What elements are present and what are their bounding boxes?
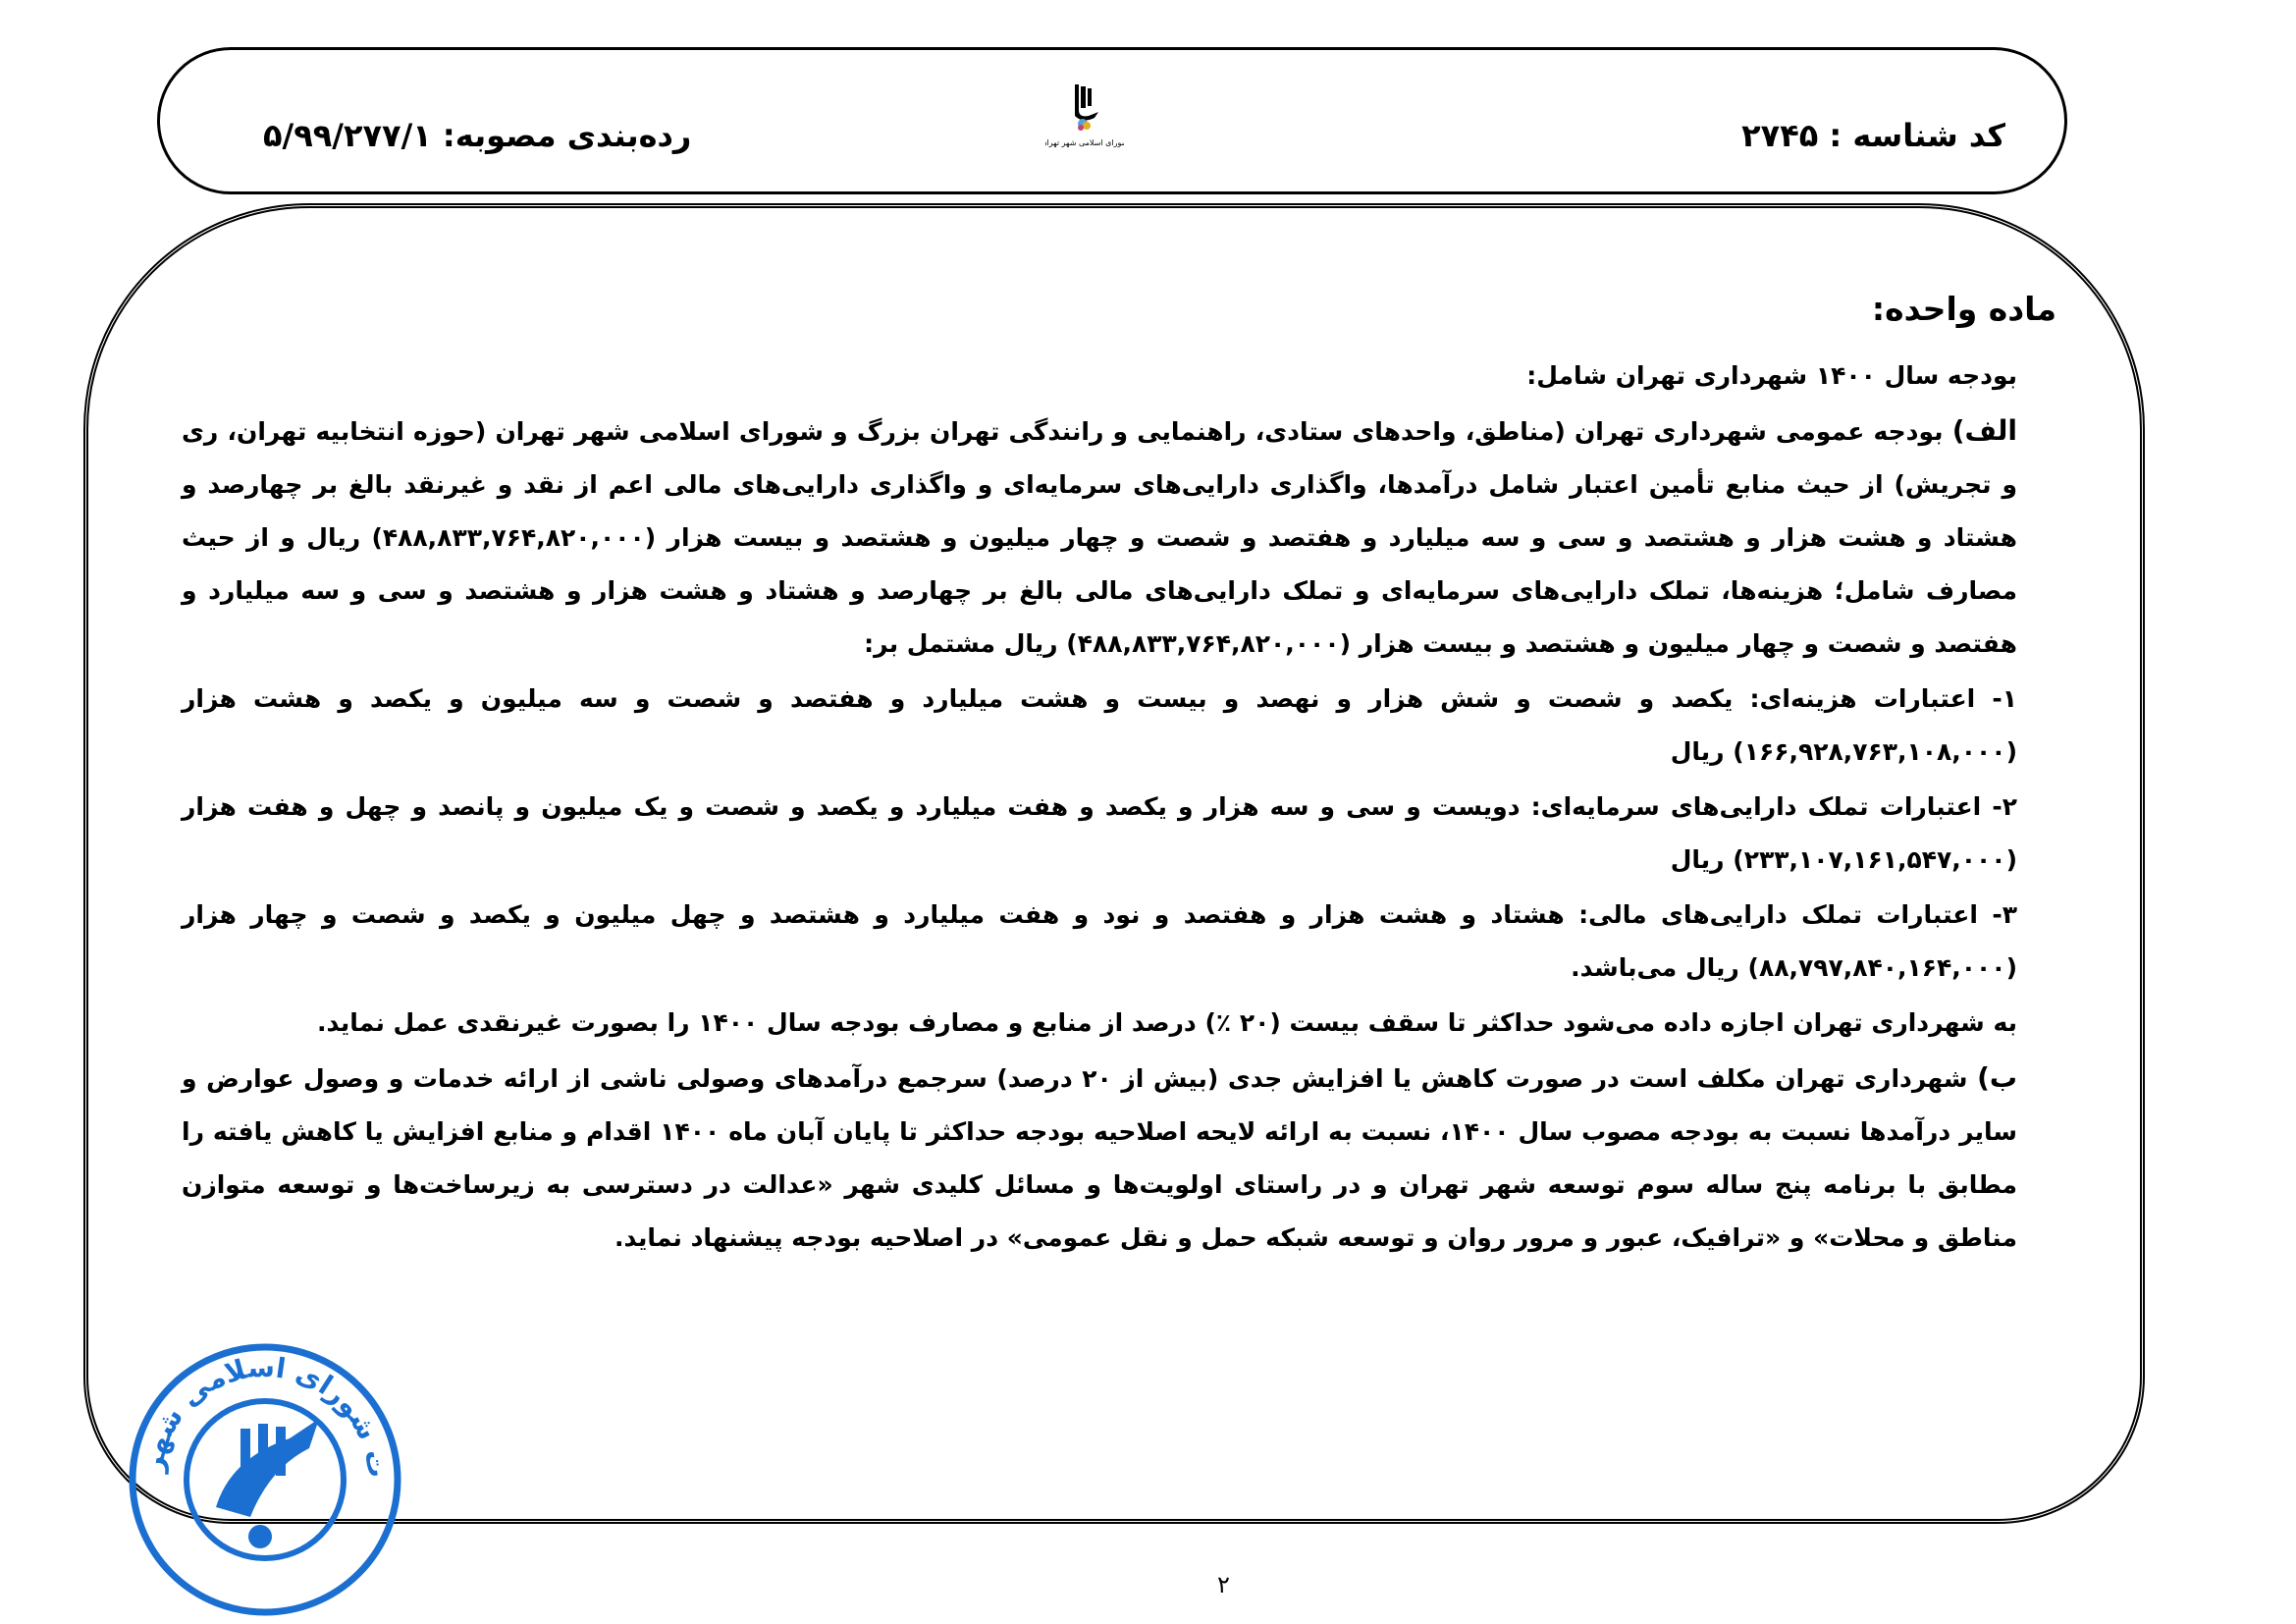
code-label: کد شناسه : ۲۷۴۵ xyxy=(1741,117,2005,154)
clause-be-label: ب) xyxy=(1977,1061,2018,1094)
council-logo-icon xyxy=(1045,81,1124,149)
item-3: ۳- اعتبارات تملک دارایی‌های مالی: هشتاد و هشت هزار و هفتصد و نود و هفت میلیارد و هشتصد و چهل میلیون و یکصد و شصت و چهار هزار (۸۸,۷۹۷,۸۴۰,۱۶۴,۰۰۰) ریال می‌باشد. xyxy=(182,900,2017,982)
svg-text:مصوبات شورای اسلامی شهر تهران: ت شورای اسلامی شهر xyxy=(136,1350,395,1481)
page-number: ۲ xyxy=(1217,1571,1230,1598)
clause-alef-text: بودجه عمومی شهرداری تهران (مناطق، واحدهای ستادی، راهنمایی و رانندگی تهران بزرگ و شورای اسلامی شهر تهران (حوزه انتخابیه تهران، ری و تجریش) از حیث منابع تأمین اعتبار شامل درآمدها، واگذاری دارایی‌های سرمایه‌ای و واگذاری دارایی‌های مالی اعم از نقد و غیرنقد بالغ بر چهارصد و هشتاد و هشت هزار و هشتصد و سی و سه میلیارد و هفتصد و شصت و چهار میلیون و هشتصد و بیست هزار (۴۸۸,۸۳۳,۷۶۴,۸۲۰,۰۰۰) ریال و از حیث مصارف شامل؛ هزینه‌ها، تملک دارایی‌های سرمایه‌ای و تملک دارایی‌های مالی بالغ بر چهارصد و هشتاد و هشت هزار و هشتصد و سی و سه میلیارد و هفتصد و شصت و چهار میلیون و هشتصد و بیست هزار (۴۸۸,۸۳۳,۷۶۴,۸۲۰,۰۰۰) ریال مشتمل بر: xyxy=(182,417,2017,658)
clause-alef-label: الف) xyxy=(1951,414,2017,447)
clause-alef xyxy=(182,405,2017,671)
svg-text:شورای اسلامی شهر تهران: شورای اسلامی شهر تهران xyxy=(1045,138,1124,147)
clause-be xyxy=(182,1052,2017,1265)
item-1: ۱- اعتبارات هزینه‌ای: یکصد و شصت و شش هزار و نهصد و بیست و هشت میلیارد و هفتصد و شصت و سه میلیون و یکصد و هشت هزار (۱۶۶,۹۲۸,۷۶۳,۱۰۸,۰۰۰) ریال xyxy=(182,684,2017,766)
intro-paragraph: بودجه سال ۱۴۰۰ شهرداری تهران شامل: xyxy=(1526,361,2017,390)
article-title: ماده واحده: xyxy=(1871,290,2056,328)
council-stamp-icon xyxy=(123,1340,407,1620)
permission-paragraph: به شهرداری تهران اجازه داده می‌شود حداکثر تا سقف بیست (۲۰ ٪) درصد از منابع و مصارف بودجه سال ۱۴۰۰ را بصورت غیرنقدی عمل نماید. xyxy=(316,1008,2017,1037)
classification-label: رده‌بندی مصوبه: ۵/۹۹/۲۷۷/۱ xyxy=(263,117,692,154)
clause-be-text: شهرداری تهران مکلف است در صورت کاهش یا افزایش جدی (بیش از ۲۰ درصد) سرجمع درآمدهای وصولی ناشی از ارائه خدمات و وصول عوارض و سایر درآمدها نسبت به بودجه مصوب سال ۱۴۰۰، نسبت به ارائه لایحه اصلاحیه بودجه حداکثر تا پایان آبان ماه ۱۴۰۰ اقدام و منابع افزایش یا کاهش یافته را مطابق با برنامه پنج ساله سوم توسعه شهر تهران و در راستای اولویت‌ها و مسائل کلیدی شهر «عدالت در دسترسی به زیرساخت‌ها و توسعه متوازن مناطق و محلات» و «ترافیک، عبور و مرور روان و توسعه شبکه حمل و نقل عمومی» در اصلاحیه بودجه پیشنهاد نماید. xyxy=(182,1064,2017,1252)
item-2: ۲- اعتبارات تملک دارایی‌های سرمایه‌ای: دویست و سی و سه هزار و یکصد و هفت میلیارد و یکصد و شصت و یک میلیون و پانصد و چهل و هفت هزار (۲۳۳,۱۰۷,۱۶۱,۵۴۷,۰۰۰) ریال xyxy=(182,792,2017,874)
document-body xyxy=(182,290,2056,1267)
